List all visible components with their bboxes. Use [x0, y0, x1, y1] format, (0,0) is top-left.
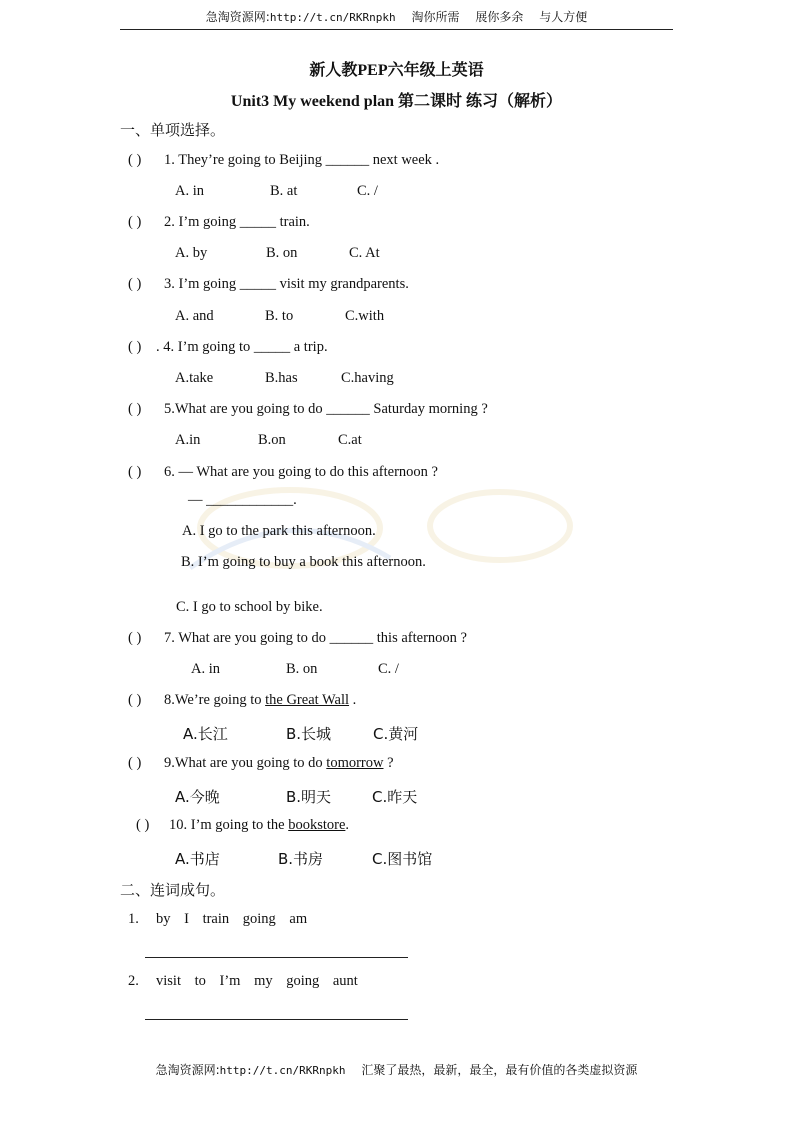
question-3: ( ) 3. I’m going _____ visit my grandparents.	[128, 276, 409, 292]
header-slogan-2: 展你多余	[475, 10, 524, 24]
answer-paren[interactable]: ( )	[128, 692, 142, 708]
worksheet-title: 新人教PEP六年级上英语	[309, 62, 484, 79]
q7-option-b[interactable]: B. on	[286, 661, 318, 677]
q7-option-c[interactable]: C. /	[378, 661, 399, 677]
question-4: ( ) . 4. I’m going to _____ a trip.	[128, 339, 328, 355]
answer-paren[interactable]: ( )	[128, 152, 142, 168]
q2-option-c[interactable]: C. At	[349, 245, 380, 261]
question-1: ( ) 1. They’re going to Beijing ______ next week .	[128, 152, 440, 168]
q1-option-a[interactable]: A. in	[175, 183, 204, 199]
q5-option-b[interactable]: B.on	[258, 432, 286, 448]
q10-option-b[interactable]: B.书房	[278, 850, 324, 868]
header-slogan-1: 淘你所需	[411, 10, 460, 24]
q6-answer-blank: — ____________.	[188, 492, 297, 508]
reorder-1-words: by I train going am	[156, 911, 308, 927]
answer-paren[interactable]: ( )	[128, 630, 142, 646]
answer-paren[interactable]: ( )	[128, 339, 142, 355]
q2-option-a[interactable]: A. by	[175, 245, 208, 261]
answer-paren[interactable]: ( )	[128, 214, 142, 230]
underlined-phrase: tomorrow	[326, 755, 384, 771]
q3-option-a[interactable]: A. and	[175, 308, 214, 324]
q4-option-a[interactable]: A.take	[175, 370, 214, 386]
section-2-heading: 二、连词成句。	[120, 881, 226, 899]
q10-option-a[interactable]: A.书店	[175, 850, 220, 868]
footer-site: 急淘资源网:http://t.cn/RKRnpkh	[155, 1063, 346, 1077]
answer-paren[interactable]: ( )	[136, 817, 150, 833]
question-7: ( ) 7. What are you going to do ______ this afternoon ?	[128, 630, 467, 646]
page-footer	[0, 1061, 793, 1078]
answer-paren[interactable]: ( )	[128, 464, 142, 480]
reorder-2: 2. visit to I’m my going aunt	[128, 973, 358, 989]
worksheet-subtitle: Unit3 My weekend plan 第二课时 练习（解析）	[230, 93, 563, 110]
q4-option-b[interactable]: B.has	[265, 370, 298, 386]
q4-option-c[interactable]: C.having	[341, 370, 394, 386]
q8-option-a[interactable]: A.长江	[183, 725, 228, 743]
q6-option-b[interactable]: B. I’m going to buy a book this afternoon.	[181, 554, 426, 570]
header-site: 急淘资源网:http://t.cn/RKRnpkh	[205, 10, 396, 24]
q1-option-c[interactable]: C. /	[357, 183, 378, 199]
reorder-1: 1. by I train going am	[128, 911, 308, 927]
q6-option-a[interactable]: A. I go to the park this afternoon.	[182, 523, 376, 539]
question-2: ( ) 2. I’m going _____ train.	[128, 214, 310, 230]
question-8: ( ) 8.We’re going to the Great Wall .	[128, 692, 357, 708]
answer-paren[interactable]: ( )	[128, 755, 142, 771]
q5-option-c[interactable]: C.at	[338, 432, 362, 448]
q3-option-c[interactable]: C.with	[345, 308, 385, 324]
underlined-phrase: bookstore	[288, 817, 346, 833]
q9-option-c[interactable]: C.昨天	[372, 788, 418, 806]
q7-option-a[interactable]: A. in	[191, 661, 220, 677]
page-header	[120, 8, 673, 30]
answer-line-2[interactable]	[145, 1019, 408, 1020]
q9-option-b[interactable]: B.明天	[286, 788, 332, 806]
answer-line-1[interactable]	[145, 957, 408, 958]
question-10: ( ) 10. I’m going to the bookstore.	[136, 817, 350, 833]
answer-paren[interactable]: ( )	[128, 276, 142, 292]
footer-tagline: 汇聚了最热，最新，最全，最有价值的各类虚拟资源	[361, 1063, 638, 1077]
question-9: ( ) 9.What are you going to do tomorrow ?	[128, 755, 394, 771]
header-slogan-3: 与人方便	[539, 10, 588, 24]
question-5: ( ) 5.What are you going to do ______ Saturday morning ?	[128, 401, 488, 417]
q5-option-a[interactable]: A.in	[175, 432, 201, 448]
answer-paren[interactable]: ( )	[128, 401, 142, 417]
q8-option-c[interactable]: C.黄河	[373, 725, 419, 743]
q1-option-b[interactable]: B. at	[270, 183, 298, 199]
q6-option-c[interactable]: C. I go to school by bike.	[176, 599, 323, 615]
reorder-2-words: visit to I’m my going aunt	[156, 973, 358, 989]
q10-option-c[interactable]: C.图书馆	[372, 850, 433, 868]
underlined-phrase: the Great Wall	[265, 692, 350, 708]
section-1-heading: 一、单项选择。	[120, 121, 226, 139]
q2-option-b[interactable]: B. on	[266, 245, 298, 261]
question-6: ( ) 6. — What are you going to do this afternoon ?	[128, 464, 438, 480]
q3-option-b[interactable]: B. to	[265, 308, 294, 324]
q8-option-b[interactable]: B.长城	[286, 725, 332, 743]
q9-option-a[interactable]: A.今晚	[175, 788, 220, 806]
